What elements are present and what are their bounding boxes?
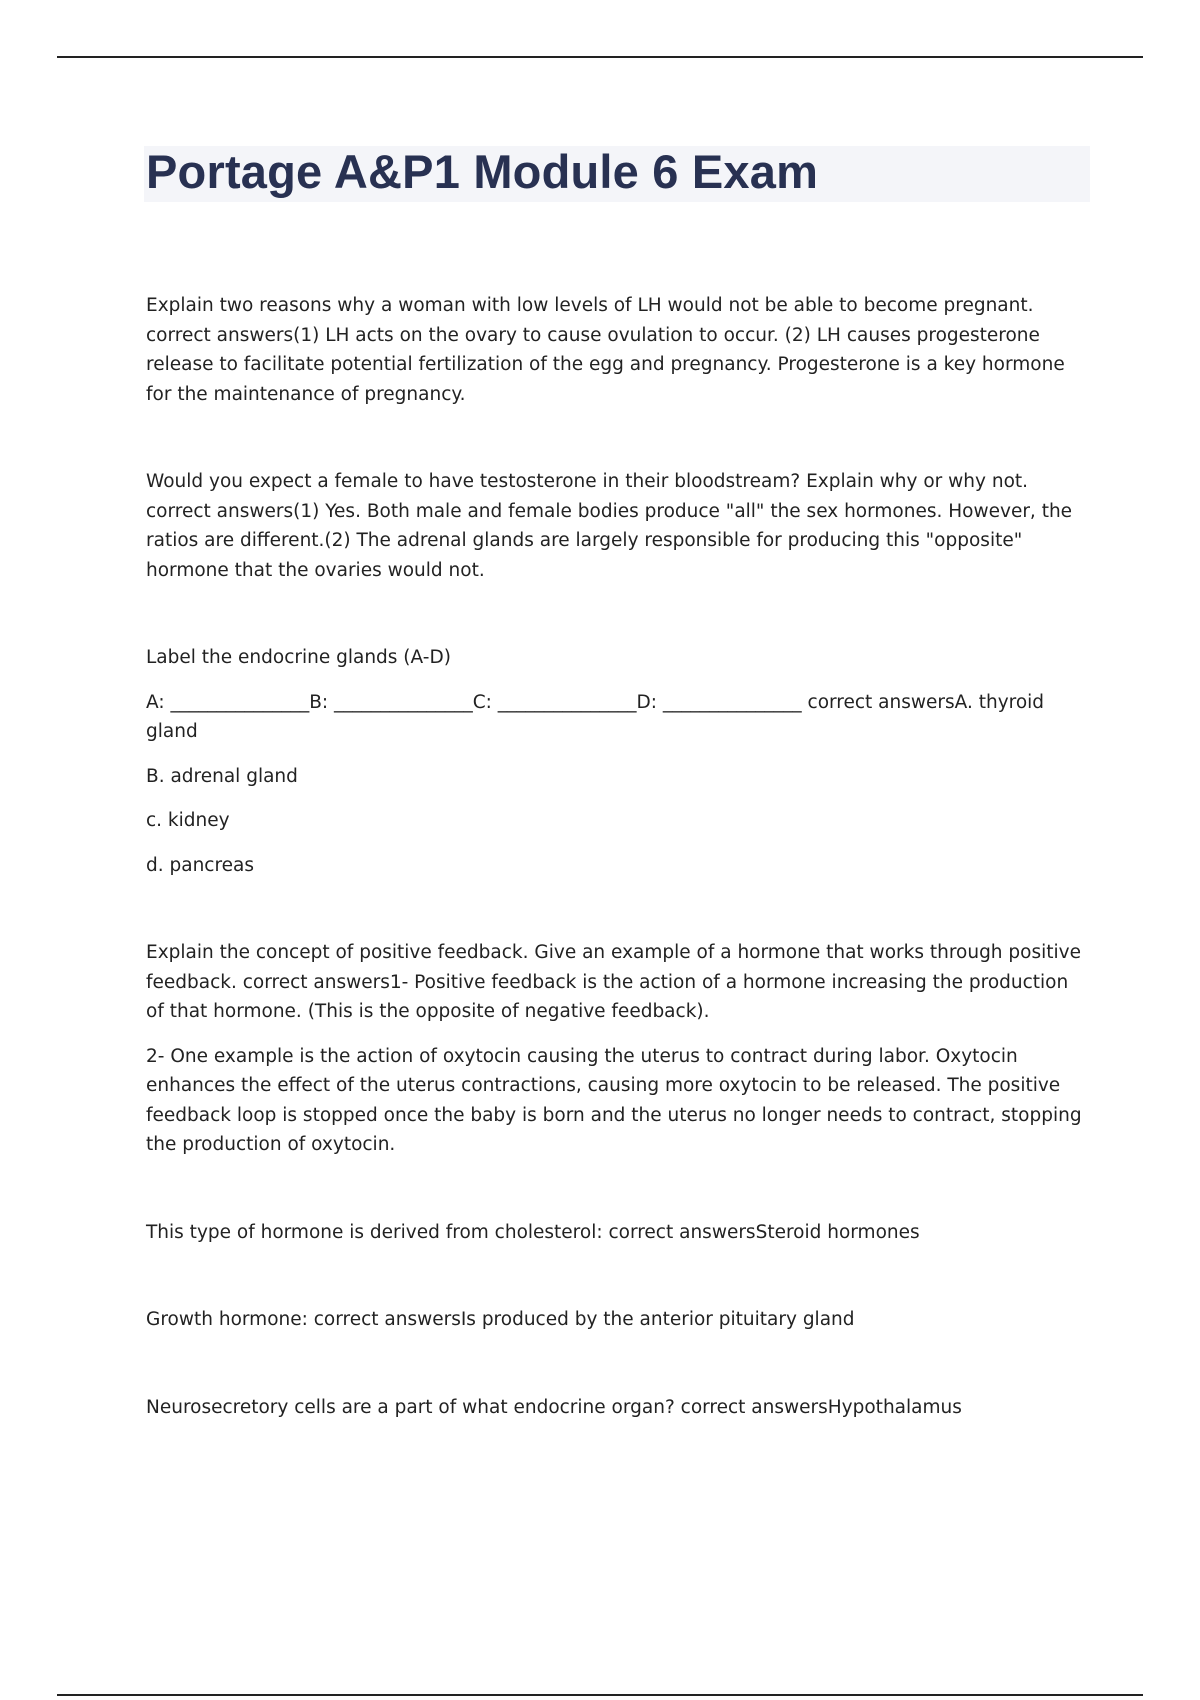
top-rule [57,56,1143,58]
document-body [146,291,1090,1422]
bottom-rule [57,1694,1143,1696]
qa-item-label-glands [146,643,1090,880]
qa-item-positive-feedback [146,938,1090,1160]
qa-item-growth-hormone [146,1305,1090,1335]
qa-paragraph: Explain the concept of positive feedback. Give an example of a hormone that works through positive feedback. correct answers1- Positive feedback is the action of a hormone increasing the production of that hormone. (This is the opposite of negative feedback). [146,942,1081,1022]
item-spacer [146,585,1090,643]
qa-paragraph: Neurosecretory cells are a part of what endocrine organ? correct answersHypothalamus [146,1396,962,1418]
qa-paragraph: Label the endocrine glands (A-D) [146,647,451,668]
qa-paragraph: A: _______________B: _______________C: _______________D: _______________ correct answersA. thyroid gland [146,691,1045,742]
qa-paragraph: d. pancreas [146,854,255,876]
qa-paragraph: Explain two reasons why a woman with low levels of LH would not be able to become pregnant. correct answers(1) LH acts on the ovary to cause ovulation to occur. (2) LH causes progesterone release to facilitate potential fertilization of the egg and pregnancy. Progesterone is a key hormone for the maintenance of pregnancy. [146,295,1065,405]
qa-paragraph: Growth hormone: correct answersIs produced by the anterior pituitary gland [146,1309,855,1330]
item-spacer [146,1247,1090,1305]
qa-paragraph: Would you expect a female to have testosterone in their bloodstream? Explain why or why not. correct answers(1) Yes. Both male and female bodies produce "all" the sex hormones. However, the ratios are different.(2) The adrenal glands are largely responsible for producing this "opposite" hormone that the ovaries would not. [146,471,1073,581]
qa-paragraph: c. kidney [146,810,230,831]
item-spacer [146,409,1090,467]
item-spacer [146,1335,1090,1393]
qa-paragraph: 2- One example is the action of oxytocin causing the uterus to contract during labor. Oxytocin enhances the effect of the uterus contractions, causing more oxytocin to be released. The positive feedback loop is stopped once the baby is born and the uterus no longer needs to contract, stopping the production of oxytocin. [146,1045,1082,1155]
qa-paragraph: This type of hormone is derived from cholesterol: correct answersSteroid hormones [146,1221,920,1243]
item-spacer [146,880,1090,938]
document-title: Portage A&P1 Module 6 Exam [146,145,819,198]
qa-item-lh-pregnancy [146,291,1090,409]
qa-paragraph: B. adrenal gland [146,765,298,787]
item-spacer [146,1160,1090,1218]
qa-item-testosterone [146,467,1090,585]
qa-item-cholesterol [146,1218,1090,1248]
qa-item-neurosecretory [146,1393,1090,1423]
